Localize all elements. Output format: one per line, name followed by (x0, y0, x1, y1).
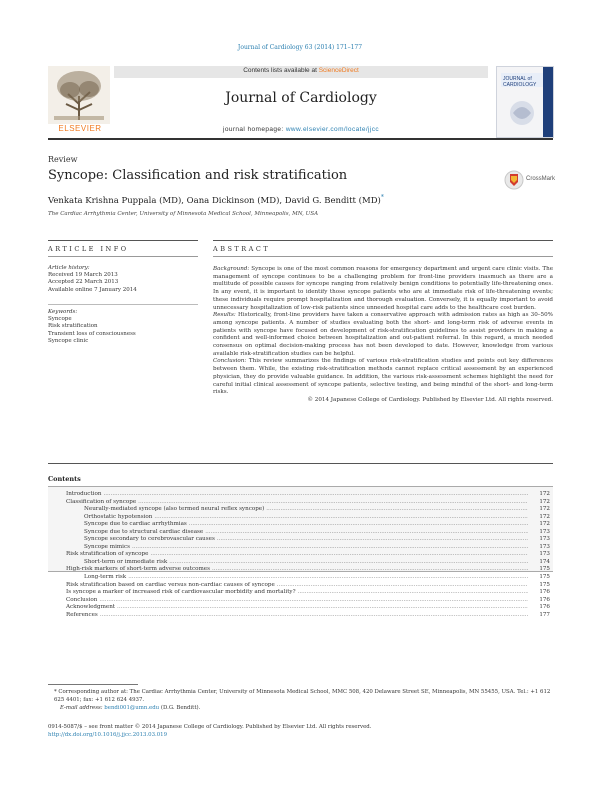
elsevier-tree-logo (48, 66, 110, 124)
toc-entry-title: Neurally-mediated syncope (also termed neural reflex syncope) (84, 506, 265, 513)
toc-entry[interactable] (66, 544, 550, 552)
toc-leader (154, 514, 528, 522)
sciencedirect-link[interactable]: ScienceDirect (318, 67, 359, 74)
abstract-heading-rule (213, 256, 553, 257)
footnote-corresponding (48, 688, 553, 712)
author-list (48, 194, 384, 206)
abstract-bottom-rule (48, 463, 553, 464)
results-label: Results: (213, 312, 236, 319)
crossmark-badge[interactable] (504, 170, 556, 190)
toc-entry-title: Syncope mimics (84, 543, 130, 550)
toc-entry-page: 173 (539, 536, 550, 543)
crossmark-icon (504, 170, 524, 190)
toc-entry[interactable] (66, 536, 550, 544)
background-label: Background: (213, 266, 250, 272)
toc-leader (212, 566, 528, 574)
conclusion-text: This review summarizes the findings of various risk-stratification studies and points out key differences between them. While, the existing risk-stratification methods cannot replace critical assessment by an experienced physician, they do provide valuable guidance. In addition, the various risk-assessment schemes highlight the need for careful initial clinical assessment of syncope patients, selective testing, and being mindful of the short- and long-term risks. (213, 358, 553, 396)
toc-leader (132, 544, 528, 552)
toc-entry-page: 175 (539, 574, 550, 581)
toc-entry[interactable] (66, 612, 550, 620)
email-suffix: (D.G. Benditt). (159, 705, 201, 711)
issn-line: 0914-5087/$ – see front matter © 2014 Japanese College of Cardiology. Published by Elsevier Ltd. All rights reserved. (48, 724, 372, 730)
toc-entry-title: Risk stratification of syncope (66, 551, 149, 558)
toc-entry-title: Syncope due to cardiac arrhythmias (84, 521, 187, 528)
toc-entry-page: 173 (539, 551, 550, 558)
abstract-body (213, 266, 553, 405)
toc-entry-page: 172 (539, 506, 550, 513)
journal-title: Journal of Cardiology (225, 90, 377, 106)
homepage-link[interactable]: www.elsevier.com/locate/jjcc (285, 126, 380, 133)
history-received: Received 19 March 2013 (48, 272, 118, 279)
info-heading-rule (48, 256, 198, 257)
toc-entry-page: 172 (539, 491, 550, 497)
email-label: E-mail address: (60, 705, 105, 711)
history-accepted: Accepted 22 March 2013 (48, 279, 119, 286)
toc-leader (266, 506, 528, 514)
toc-entry[interactable] (66, 582, 550, 590)
email-line (48, 704, 553, 712)
info-top-rule (48, 240, 198, 241)
doi-link[interactable]: http://dx.doi.org/10.1016/j.jjcc.2013.03.019 (48, 732, 168, 738)
toc-entry[interactable] (66, 521, 550, 529)
toc-entry[interactable] (66, 529, 550, 537)
abstract-conclusion (213, 358, 553, 397)
toc-entry-page: 172 (539, 521, 550, 528)
toc-leader (217, 536, 528, 544)
toc-leader (100, 612, 528, 620)
toc-entry-page: 176 (539, 589, 550, 596)
crossmark-label: CrossMark (526, 176, 556, 182)
toc-entry-title: Conclusion (66, 596, 98, 603)
email-link[interactable]: bendi001@umn.edu (104, 705, 160, 711)
history-label: Article history: (48, 265, 90, 271)
toc-entry-page: 176 (539, 604, 550, 611)
abstract-background (213, 266, 553, 312)
paper-title: Syncope: Classification and risk stratification (48, 168, 348, 183)
abstract-heading: ABSTRACT (213, 245, 271, 253)
toc-entry-page: 175 (539, 581, 550, 588)
toc-entry-title: Short-term or immediate risk (84, 558, 168, 565)
footnote-rule (48, 684, 138, 685)
contents-available (114, 67, 488, 74)
toc-entry[interactable] (66, 566, 550, 574)
table-of-contents (66, 491, 550, 619)
toc-entry-title: Introduction (66, 491, 102, 497)
affiliation: The Cardiac Arrhythmia Center, University of Minnesota Medical School, Minneapolis, MN, USA (48, 211, 319, 217)
toc-entry[interactable] (66, 574, 550, 582)
toc-entry-page: 172 (539, 498, 550, 505)
cover-title: JOURNAL of CARDIOLOGY (503, 76, 537, 88)
toc-entry-page: 176 (539, 596, 550, 603)
front-matter (48, 723, 553, 739)
elsevier-wordmark: ELSEVIER (58, 124, 102, 133)
keyword-item: Transient loss of consciousness (48, 330, 136, 337)
toc-leader (189, 521, 528, 529)
homepage-prefix: journal homepage: (222, 126, 286, 133)
keyword-item: Syncope clinic (48, 337, 89, 344)
results-text: Historically, front-line providers have taken a conservative approach with admission rates as high as 30–50% among syncope patients. A number of studies evaluating both the short- and long-term risk of adverse events in patients with syncope have focused on development of risk-stratification guidelines to assist providers in making a confident and well-informed choice between hospitalization and out-patient referral. In this regard, a much needed consensus on optimal decision-making process has not been developed to date. However, knowledge from various available risk-stratification studies can be helpful. (213, 312, 553, 357)
background-text: Syncope is one of the most common reasons for emergency department and urgent care clinic visits. The management of syncope continues to be a challenging problem for front-line providers inasmuch as there are a multitude of possible causes for syncope ranging from relatively benign conditions to potentially life-threatening ones. In any event, it is important to identify those syncope patients who are at immediate risk of life-threatening events; these individuals require prompt hospitalization and thorough evaluation. Conversely, it is equally important to avoid unnecessary hospitalization of low-risk patients since unneeded hospital care adds to the healthcare cost burden. (213, 266, 553, 311)
toc-leader (169, 559, 528, 567)
toc-entry[interactable] (66, 589, 550, 597)
toc-leader (150, 551, 528, 559)
abstract-top-rule (213, 240, 553, 241)
corresponding-note: * Corresponding author at: The Cardiac Arrhythmia Center, University of Minnesota Medical School, MMC 508, 420 Delaware Street SE, Minneapolis, MN 55455, USA. Tel.: +1 612 625 4401; fax: +1 612 624 4937. (54, 689, 551, 703)
toc-entry[interactable] (66, 491, 550, 499)
toc-entry-title: Orthostatic hypotension (84, 513, 153, 520)
toc-entry-page: 177 (539, 611, 550, 618)
toc-entry-title: Syncope due to structural cardiac disease (84, 528, 204, 535)
contents-heading: Contents (48, 475, 81, 483)
toc-entry-title: Syncope secondary to cerebrovascular causes (84, 536, 215, 543)
cover-illustration-icon (503, 95, 541, 131)
abstract-results (213, 312, 553, 358)
toc-leader (99, 597, 528, 605)
toc-leader (205, 529, 528, 537)
journal-cover (496, 66, 554, 138)
toc-entry-title: References (66, 611, 98, 618)
toc-leader (138, 499, 528, 507)
conclusion-label: Conclusion: (213, 358, 247, 365)
journal-homepage (114, 126, 488, 133)
keywords (48, 309, 198, 345)
toc-leader (117, 604, 528, 612)
article-type: Review (48, 155, 78, 164)
authors-text: Venkata Krishna Puppala (MD), Oana Dickinson (MD), David G. Benditt (MD) (48, 195, 381, 206)
toc-entry-page: 173 (539, 528, 550, 535)
toc-entry-title: Is syncope a marker of increased risk of cardiovascular morbidity and mortality? (66, 589, 296, 596)
toc-entry[interactable] (66, 551, 550, 559)
toc-leader (277, 582, 528, 590)
toc-entry[interactable] (66, 597, 550, 605)
toc-leader (103, 491, 528, 499)
toc-entry[interactable] (66, 604, 550, 612)
toc-entry-page: 175 (539, 566, 550, 573)
toc-entry-page: 174 (539, 558, 550, 565)
history-online: Available online 7 January 2014 (48, 286, 137, 293)
info-divider (48, 304, 198, 305)
keywords-label: Keywords: (48, 309, 78, 315)
toc-entry-title: Classification of syncope (66, 498, 137, 505)
journal-citation: Journal of Cardiology 63 (2014) 171–177 (237, 44, 363, 51)
toc-leader (298, 589, 528, 597)
keyword-item: Risk stratification (48, 323, 98, 330)
toc-entry[interactable] (66, 506, 550, 514)
toc-entry-page: 172 (539, 513, 550, 520)
cover-stripe (543, 67, 553, 137)
toc-leader (128, 574, 528, 582)
toc-entry-title: High-risk markers of short-term adverse outcomes (66, 566, 210, 573)
toc-entry[interactable] (66, 514, 550, 522)
toc-entry[interactable] (66, 499, 550, 507)
toc-entry[interactable] (66, 559, 550, 567)
header-rule (48, 138, 553, 140)
article-info-heading: ARTICLE INFO (48, 245, 129, 253)
toc-entry-title: Risk stratification based on cardiac versus non-cardiac causes of syncope (66, 581, 275, 588)
article-history (48, 265, 198, 294)
abstract-copyright: © 2014 Japanese College of Cardiology. Published by Elsevier Ltd. All rights reserved. (307, 396, 553, 403)
contents-prefix: Contents lists available at (243, 67, 319, 74)
keyword-item: Syncope (48, 316, 72, 323)
toc-entry-title: Acknowledgment (66, 604, 116, 611)
corresponding-mark[interactable]: * (380, 194, 384, 201)
toc-entry-page: 173 (539, 543, 550, 550)
toc-entry-title: Long-term risk (84, 574, 127, 581)
